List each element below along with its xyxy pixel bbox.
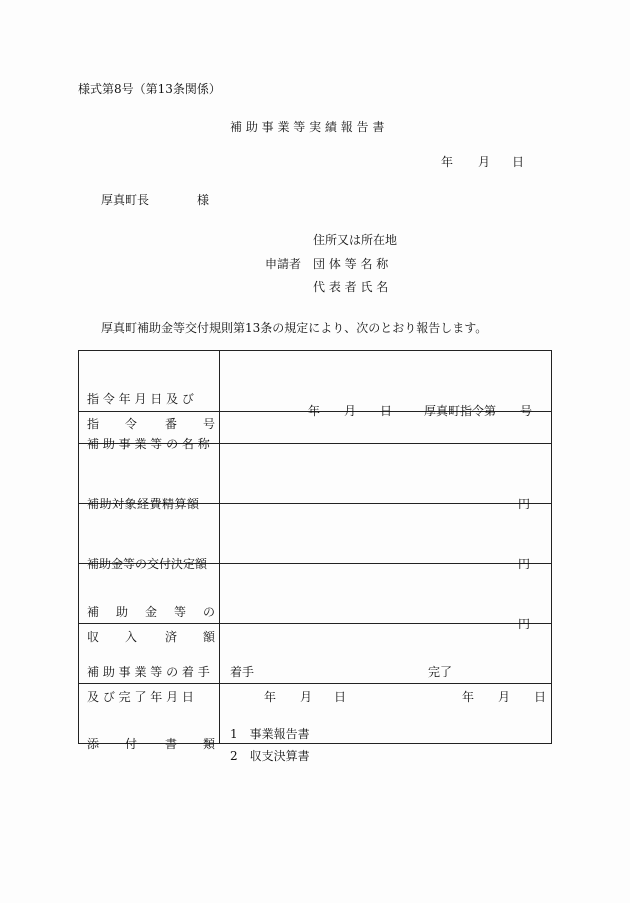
attachment-item: 1 事業報告書 [230, 726, 310, 741]
received-label-char: 補 [87, 604, 100, 619]
date-day: 日 [512, 155, 525, 169]
end-label: 完了 [428, 664, 453, 679]
start-end-label-cell [79, 624, 220, 704]
decided-amount-unit: 円 [518, 556, 531, 571]
start-end-value-cell[interactable] [220, 624, 552, 704]
decided-amount-value-cell[interactable] [220, 504, 552, 571]
settled-cost-unit: 円 [518, 496, 531, 511]
order-label-cell [79, 351, 220, 431]
received-label-char: 額 [203, 629, 216, 644]
recipient-name: 厚真町長 [101, 193, 150, 207]
table-row-start-end-dates [79, 624, 552, 684]
attachments-value-cell[interactable] [220, 684, 552, 763]
project-name-value-cell[interactable] [220, 412, 552, 444]
order-day: 日 [380, 404, 393, 418]
table-row-project-name [79, 412, 552, 444]
form-number: 様式第8号（第13条関係） [78, 82, 221, 96]
date-month: 月 [478, 155, 491, 169]
order-label-char: 号 [203, 417, 216, 431]
order-prefix: 厚真町指令第 [424, 404, 497, 418]
received-label-char: の [203, 604, 216, 619]
order-label-char: 指 [87, 417, 100, 431]
recipient-honorific: 様 [197, 193, 210, 207]
order-label-line1: 指 令 年 月 日 及 び [87, 392, 194, 406]
order-year: 年 [308, 404, 321, 418]
project-name-label-cell [79, 412, 220, 451]
received-label-char: 金 [145, 604, 158, 619]
applicant-label: 申請者 [265, 257, 302, 271]
project-name-label: 補 助 事 業 等 の 名 称 [87, 436, 210, 451]
received-label-char: 入 [125, 629, 138, 644]
attachments-label-char: 添 [87, 736, 100, 751]
table-row-settled-cost [79, 444, 552, 504]
applicant-address-label: 住所又は所在地 [313, 233, 398, 247]
end-year: 年 [462, 689, 475, 704]
attachment-item: 2 収支決算書 [230, 748, 310, 763]
table-row-decided-amount [79, 504, 552, 564]
received-amount-label-cell [79, 564, 220, 644]
received-label-char: 等 [174, 604, 187, 619]
order-value-cell[interactable] [220, 351, 552, 418]
attachments-label-char: 書 [165, 736, 178, 751]
applicant-org-name-label: 団 体 等 名 称 [313, 257, 389, 271]
attachments-label-char: 類 [203, 736, 216, 751]
end-day: 日 [534, 689, 547, 704]
attachments-label-char: 付 [125, 736, 138, 751]
start-day: 日 [334, 689, 347, 704]
settled-cost-label: 補助対象経費精算額 [87, 496, 200, 511]
received-label-char: 収 [87, 629, 100, 644]
received-label-char: 済 [165, 629, 178, 644]
received-amount-value-cell[interactable] [220, 564, 552, 631]
start-end-label-line1: 補 助 事 業 等 の 着 手 [87, 664, 210, 679]
start-label: 着手 [230, 664, 255, 679]
order-suffix: 号 [520, 404, 533, 418]
start-end-label-line2: 及 び 完 了 年 月 日 [87, 689, 194, 704]
start-year: 年 [264, 689, 277, 704]
decided-amount-label: 補助金等の交付決定額 [87, 556, 208, 571]
decided-amount-label-cell [79, 504, 220, 571]
document-title: 補 助 事 業 等 実 績 報 告 書 [230, 120, 385, 134]
order-month: 月 [344, 404, 357, 418]
settled-cost-value-cell[interactable] [220, 444, 552, 511]
date-year: 年 [441, 155, 454, 169]
report-table [78, 350, 552, 763]
settled-cost-label-cell [79, 444, 220, 511]
start-month: 月 [300, 689, 313, 704]
table-row-received-amount [79, 564, 552, 624]
intro-text: 厚真町補助金等交付規則第13条の規定により、次のとおり報告します。 [101, 321, 488, 335]
order-label-char: 番 [165, 417, 178, 431]
order-label-char: 令 [125, 417, 138, 431]
table-row-attachments [79, 684, 552, 744]
applicant-representative-label: 代 表 者 氏 名 [313, 280, 389, 294]
end-month: 月 [498, 689, 511, 704]
attachments-label-cell [79, 684, 220, 751]
table-row-order [79, 351, 552, 412]
received-amount-unit: 円 [518, 616, 531, 631]
received-label-char: 助 [116, 604, 129, 619]
